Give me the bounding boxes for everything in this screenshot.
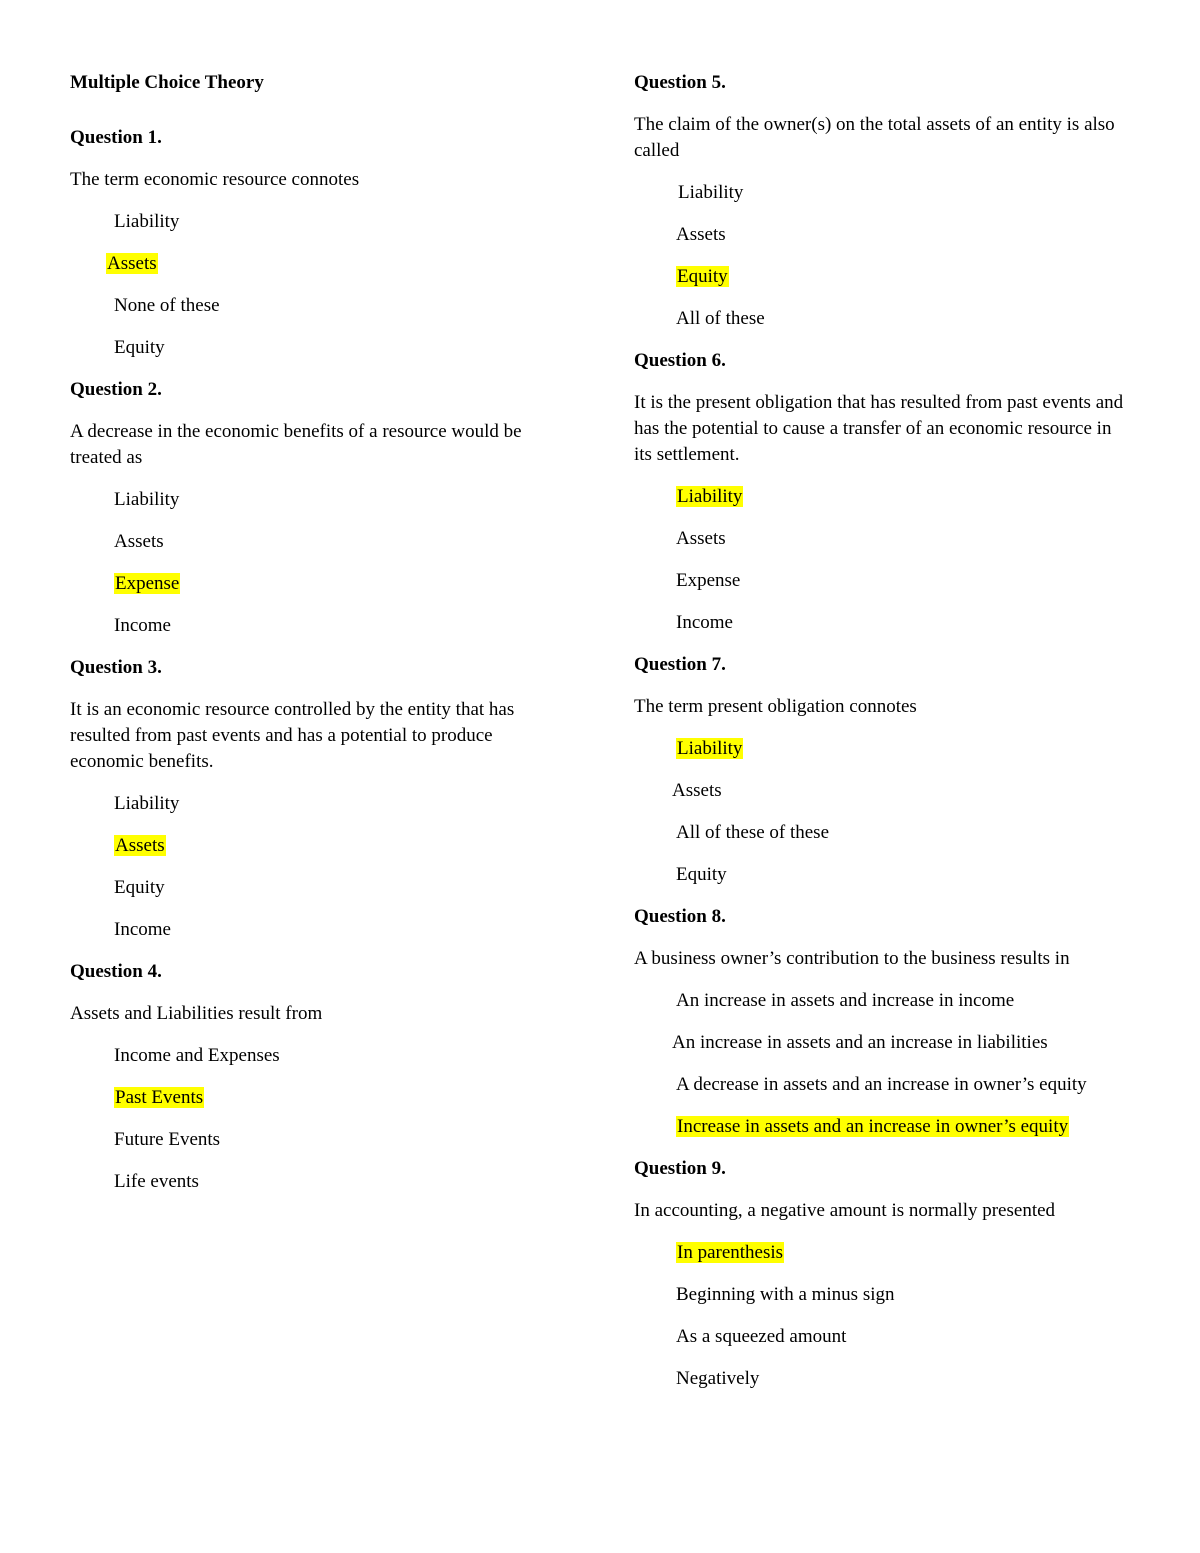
question-text: A business owner’s contribution to the business results in: [634, 948, 1070, 969]
option-label: A decrease in assets and an increase in owner’s equity: [676, 1074, 1087, 1095]
question-heading: Question 7.: [634, 654, 726, 675]
option-label: Liability: [677, 486, 743, 507]
question-7: [634, 652, 1134, 888]
left-column: [70, 70, 565, 1211]
document-title: Multiple Choice Theory: [70, 72, 264, 93]
question-text: The term present obligation connotes: [634, 696, 917, 717]
option: [672, 778, 1134, 804]
question-heading: Question 6.: [634, 350, 726, 371]
question-5: [634, 70, 1134, 332]
option: [676, 568, 1134, 594]
option: [676, 610, 1134, 636]
option: [672, 1030, 1134, 1056]
option-label: In parenthesis: [677, 1242, 784, 1263]
question-heading: Question 9.: [634, 1158, 726, 1179]
option-highlighted: [676, 1240, 1134, 1266]
option: [676, 222, 1134, 248]
option-label: Life events: [114, 1171, 199, 1192]
option-label: Beginning with a minus sign: [676, 1284, 895, 1305]
question-text: Assets and Liabilities result from: [70, 1003, 323, 1024]
option-label: An increase in assets and an increase in liabilities: [672, 1032, 1048, 1053]
option-label: As a squeezed amount: [676, 1326, 847, 1347]
option-highlighted: [676, 484, 1134, 510]
question-text: The claim of the owner(s) on the total assets of an entity is also called: [634, 114, 1115, 161]
option: [114, 917, 565, 943]
option: [114, 1127, 565, 1153]
option-label: Equity: [114, 337, 165, 358]
question-text: A decrease in the economic benefits of a resource would be treated as: [70, 421, 522, 468]
option-label: Liability: [114, 793, 180, 814]
option-label: Assets: [676, 528, 726, 549]
option-label: None of these: [114, 295, 220, 316]
option: [114, 791, 565, 817]
question-heading: Question 1.: [70, 127, 162, 148]
option: [678, 180, 1134, 206]
question-6: [634, 348, 1134, 636]
option-label: Equity: [677, 266, 728, 287]
option-label: Expense: [115, 573, 180, 594]
option-label: An increase in assets and increase in income: [676, 990, 1015, 1011]
option: [114, 613, 565, 639]
option-label: Income: [114, 615, 171, 636]
option-label: Income: [676, 612, 733, 633]
option: [114, 529, 565, 555]
option: [114, 1043, 565, 1069]
option: [114, 875, 565, 901]
option: [676, 820, 1134, 846]
option: [676, 1324, 1134, 1350]
option: [676, 306, 1134, 332]
question-9: [634, 1156, 1134, 1392]
option: [676, 1282, 1134, 1308]
option-label: Assets: [115, 835, 165, 856]
option-label: Liability: [114, 489, 180, 510]
option-highlighted: [114, 571, 565, 597]
option: [114, 487, 565, 513]
option: [114, 293, 565, 319]
option: [114, 1169, 565, 1195]
option-label: All of these of these: [676, 822, 830, 843]
option: [676, 526, 1134, 552]
option-highlighted: [676, 736, 1134, 762]
question-heading: Question 4.: [70, 961, 162, 982]
option-highlighted: [676, 1114, 1134, 1140]
option: [634, 1072, 1134, 1098]
question-heading: Question 8.: [634, 906, 726, 927]
option-label: Equity: [114, 877, 165, 898]
question-8: [634, 904, 1134, 1140]
question-4: [70, 959, 565, 1195]
right-column: [634, 70, 1134, 1408]
option-highlighted: [676, 264, 1134, 290]
option-label: Past Events: [115, 1087, 204, 1108]
option: [676, 1366, 1134, 1392]
option: [676, 988, 1134, 1014]
option-label: Increase in assets and an increase in owner’s equity: [677, 1116, 1069, 1137]
question-text: It is an economic resource controlled by the entity that has resulted from past events and has a potential to produce economic benefits.: [70, 699, 515, 772]
option-label: Liability: [678, 182, 744, 203]
option-label: Negatively: [676, 1368, 760, 1389]
option-highlighted: [114, 833, 565, 859]
question-heading: Question 2.: [70, 379, 162, 400]
option-label: Assets: [107, 253, 157, 274]
question-1: [70, 125, 565, 361]
option-highlighted: [114, 1085, 565, 1111]
question-text: The term economic resource connotes: [70, 169, 360, 190]
option-label: Assets: [114, 531, 164, 552]
question-text: It is the present obligation that has resulted from past events and has the potential to cause a transfer of an economic resource in its settlement.: [634, 392, 1124, 465]
option-label: Assets: [672, 780, 722, 801]
option-label: Liability: [114, 211, 180, 232]
question-text: In accounting, a negative amount is normally presented: [634, 1200, 1056, 1221]
option-label: Income and Expenses: [114, 1045, 280, 1066]
option-label: All of these: [676, 308, 765, 329]
option: [114, 335, 565, 361]
question-heading: Question 5.: [634, 72, 726, 93]
option-label: Assets: [676, 224, 726, 245]
option-label: Liability: [677, 738, 743, 759]
option-label: Income: [114, 919, 171, 940]
option-label: Equity: [676, 864, 727, 885]
question-heading: Question 3.: [70, 657, 162, 678]
option: [114, 209, 565, 235]
question-2: [70, 377, 565, 639]
option-label: Expense: [676, 570, 741, 591]
option: [676, 862, 1134, 888]
option-label: Future Events: [114, 1129, 221, 1150]
option-highlighted: [106, 251, 565, 277]
question-3: [70, 655, 565, 943]
